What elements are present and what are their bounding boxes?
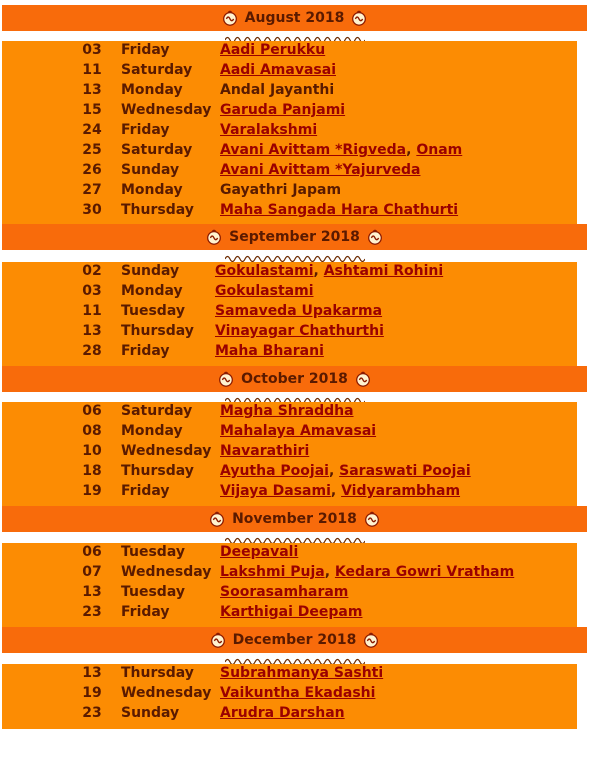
event-separator: ,	[313, 263, 324, 279]
om-kalash-icon	[208, 510, 226, 528]
month-events-table	[2, 664, 577, 729]
event-date: 19	[82, 483, 102, 499]
event-date: 30	[82, 202, 102, 218]
event-weekday: Monday	[121, 283, 183, 299]
om-kalash-icon	[205, 228, 223, 246]
event-date: 11	[82, 62, 102, 78]
event-link[interactable]: Saraswati Poojai	[339, 463, 471, 479]
event-date: 15	[82, 102, 102, 118]
event-link[interactable]: Mahalaya Amavasai	[220, 423, 377, 439]
event-names	[220, 142, 462, 158]
event-date: 07	[82, 564, 102, 580]
ornamental-divider	[0, 653, 589, 662]
event-row	[2, 685, 577, 705]
event-weekday: Wednesday	[121, 564, 212, 580]
event-link[interactable]: Kedara Gowri Vratham	[334, 564, 515, 580]
event-link[interactable]: Ayutha Poojai	[220, 463, 329, 479]
event-separator: ,	[328, 463, 340, 479]
event-row	[2, 343, 577, 363]
event-separator: ,	[330, 483, 342, 499]
event-weekday: Sunday	[121, 263, 180, 279]
event-names	[220, 182, 341, 198]
month-header	[2, 506, 587, 532]
event-name: Gayathri Japam	[220, 182, 342, 198]
event-link[interactable]: Navarathiri	[220, 443, 310, 459]
event-row	[2, 182, 577, 202]
event-row	[2, 443, 577, 463]
event-separator: ,	[406, 142, 417, 158]
event-row	[2, 665, 577, 685]
ornamental-divider	[0, 532, 589, 541]
event-date: 13	[82, 584, 102, 600]
event-link[interactable]: Magha Shraddha	[220, 403, 354, 419]
month-header	[2, 366, 587, 392]
month-title: December 2018	[232, 632, 357, 648]
event-weekday: Friday	[121, 343, 170, 359]
event-row	[2, 705, 577, 725]
om-kalash-icon	[350, 9, 368, 27]
event-weekday: Tuesday	[121, 303, 185, 319]
ornamental-divider	[0, 392, 589, 401]
event-date: 25	[82, 142, 102, 158]
event-names	[220, 604, 362, 620]
event-link[interactable]: Aadi Perukku	[220, 42, 326, 58]
event-weekday: Sunday	[121, 162, 180, 178]
event-names	[220, 62, 336, 78]
event-name: Andal Jayanthi	[220, 82, 335, 98]
event-date: 06	[82, 544, 102, 560]
event-date: 08	[82, 423, 102, 439]
event-date: 13	[82, 82, 102, 98]
event-row	[2, 263, 577, 283]
event-link[interactable]: Vaikuntha Ekadashi	[220, 685, 376, 701]
event-link[interactable]: Vidyarambham	[341, 483, 461, 499]
month-header	[2, 627, 587, 653]
event-separator: ,	[324, 564, 335, 580]
event-link[interactable]: Avani Avittam *Yajurveda	[220, 162, 421, 178]
event-names	[220, 685, 375, 701]
event-names	[220, 665, 383, 681]
event-weekday: Saturday	[121, 403, 193, 419]
ornamental-divider	[0, 31, 589, 40]
event-link[interactable]: Deepavali	[220, 544, 299, 560]
event-row	[2, 142, 577, 162]
event-weekday: Thursday	[121, 323, 194, 339]
event-names	[215, 343, 324, 359]
event-names	[215, 263, 443, 279]
event-date: 19	[82, 685, 102, 701]
event-date: 02	[82, 263, 102, 279]
event-names	[215, 303, 382, 319]
event-names	[220, 82, 334, 98]
event-link[interactable]: Maha Sangada Hara Chathurti	[220, 202, 459, 218]
event-weekday: Friday	[121, 604, 170, 620]
event-row	[2, 122, 577, 142]
ornamental-border-icon	[225, 253, 365, 262]
ornamental-divider	[0, 250, 589, 259]
month-header	[2, 5, 587, 31]
event-date: 06	[82, 403, 102, 419]
event-date: 23	[82, 604, 102, 620]
event-link[interactable]: Karthigai Deepam	[220, 604, 363, 620]
event-row	[2, 82, 577, 102]
event-names	[220, 705, 345, 721]
event-weekday: Saturday	[121, 142, 193, 158]
month-events-table	[2, 543, 577, 628]
event-row	[2, 102, 577, 122]
event-link[interactable]: Aadi Amavasai	[220, 62, 336, 78]
event-names	[220, 483, 460, 499]
event-names	[220, 463, 471, 479]
event-weekday: Monday	[121, 182, 183, 198]
event-link[interactable]: Onam	[416, 142, 463, 158]
event-row	[2, 483, 577, 503]
month-title: October 2018	[241, 371, 348, 387]
event-link[interactable]: Avani Avittam *Rigveda	[220, 142, 407, 158]
event-link[interactable]: Lakshmi Puja	[220, 564, 325, 580]
om-kalash-icon	[366, 228, 384, 246]
event-weekday: Wednesday	[121, 102, 212, 118]
event-link[interactable]: Arudra Darshan	[220, 705, 345, 721]
event-date: 18	[82, 463, 102, 479]
event-names	[220, 423, 376, 439]
om-kalash-icon	[362, 631, 380, 649]
event-weekday: Friday	[121, 483, 170, 499]
event-date: 11	[82, 303, 102, 319]
event-weekday: Monday	[121, 423, 183, 439]
event-row	[2, 423, 577, 443]
event-date: 27	[82, 182, 102, 198]
event-names	[215, 323, 384, 339]
event-names	[220, 403, 354, 419]
event-names	[215, 283, 314, 299]
event-names	[220, 102, 345, 118]
event-link[interactable]: Garuda Panjami	[220, 102, 346, 118]
event-row	[2, 584, 577, 604]
event-row	[2, 403, 577, 423]
event-link[interactable]: Gokulastami	[215, 283, 314, 299]
event-weekday: Tuesday	[121, 544, 185, 560]
event-row	[2, 283, 577, 303]
om-kalash-icon	[209, 631, 227, 649]
event-names	[220, 202, 458, 218]
event-weekday: Saturday	[121, 62, 193, 78]
om-kalash-icon	[354, 370, 372, 388]
event-weekday: Friday	[121, 122, 170, 138]
event-date: 26	[82, 162, 102, 178]
om-kalash-icon	[221, 9, 239, 27]
event-row	[2, 463, 577, 483]
month-title: November 2018	[232, 511, 357, 527]
event-weekday: Monday	[121, 82, 183, 98]
event-row	[2, 42, 577, 62]
event-link[interactable]: Maha Bharani	[215, 343, 324, 359]
event-link[interactable]: Ashtami Rohini	[323, 263, 444, 279]
event-date: 10	[82, 443, 102, 459]
event-date: 23	[82, 705, 102, 721]
event-weekday: Friday	[121, 42, 170, 58]
event-date: 13	[82, 665, 102, 681]
om-kalash-icon	[363, 510, 381, 528]
event-row	[2, 604, 577, 624]
event-names	[220, 122, 317, 138]
event-link[interactable]: Samaveda Upakarma	[215, 303, 383, 319]
event-date: 24	[82, 122, 102, 138]
month-header	[2, 224, 587, 250]
event-link[interactable]: Soorasamharam	[220, 584, 349, 600]
event-names	[220, 443, 309, 459]
event-date: 28	[82, 343, 102, 359]
event-weekday: Wednesday	[121, 443, 212, 459]
event-weekday: Thursday	[121, 463, 194, 479]
event-weekday: Thursday	[121, 665, 194, 681]
event-names	[220, 584, 348, 600]
event-row	[2, 323, 577, 343]
event-weekday: Thursday	[121, 202, 194, 218]
event-names	[220, 544, 298, 560]
event-link[interactable]: Gokulastami	[215, 263, 314, 279]
om-kalash-icon	[217, 370, 235, 388]
event-link[interactable]: Vijaya Dasami	[220, 483, 331, 499]
month-title: August 2018	[244, 10, 345, 26]
event-weekday: Sunday	[121, 705, 180, 721]
event-row	[2, 564, 577, 584]
event-row	[2, 303, 577, 323]
event-date: 03	[82, 283, 102, 299]
event-weekday: Wednesday	[121, 685, 212, 701]
month-events-table	[2, 402, 577, 507]
event-row	[2, 62, 577, 82]
event-row	[2, 202, 577, 222]
event-row	[2, 544, 577, 564]
event-link[interactable]: Vinayagar Chathurthi	[215, 323, 384, 339]
event-names	[220, 42, 325, 58]
month-title: September 2018	[229, 229, 360, 245]
event-names	[220, 564, 514, 580]
event-names	[220, 162, 420, 178]
event-link[interactable]: Varalakshmi	[220, 122, 318, 138]
event-link[interactable]: Subrahmanya Sashti	[220, 665, 384, 681]
event-date: 03	[82, 42, 102, 58]
event-row	[2, 162, 577, 182]
event-weekday: Tuesday	[121, 584, 185, 600]
month-events-table	[2, 262, 577, 367]
month-events-table	[2, 41, 577, 226]
event-date: 13	[82, 323, 102, 339]
